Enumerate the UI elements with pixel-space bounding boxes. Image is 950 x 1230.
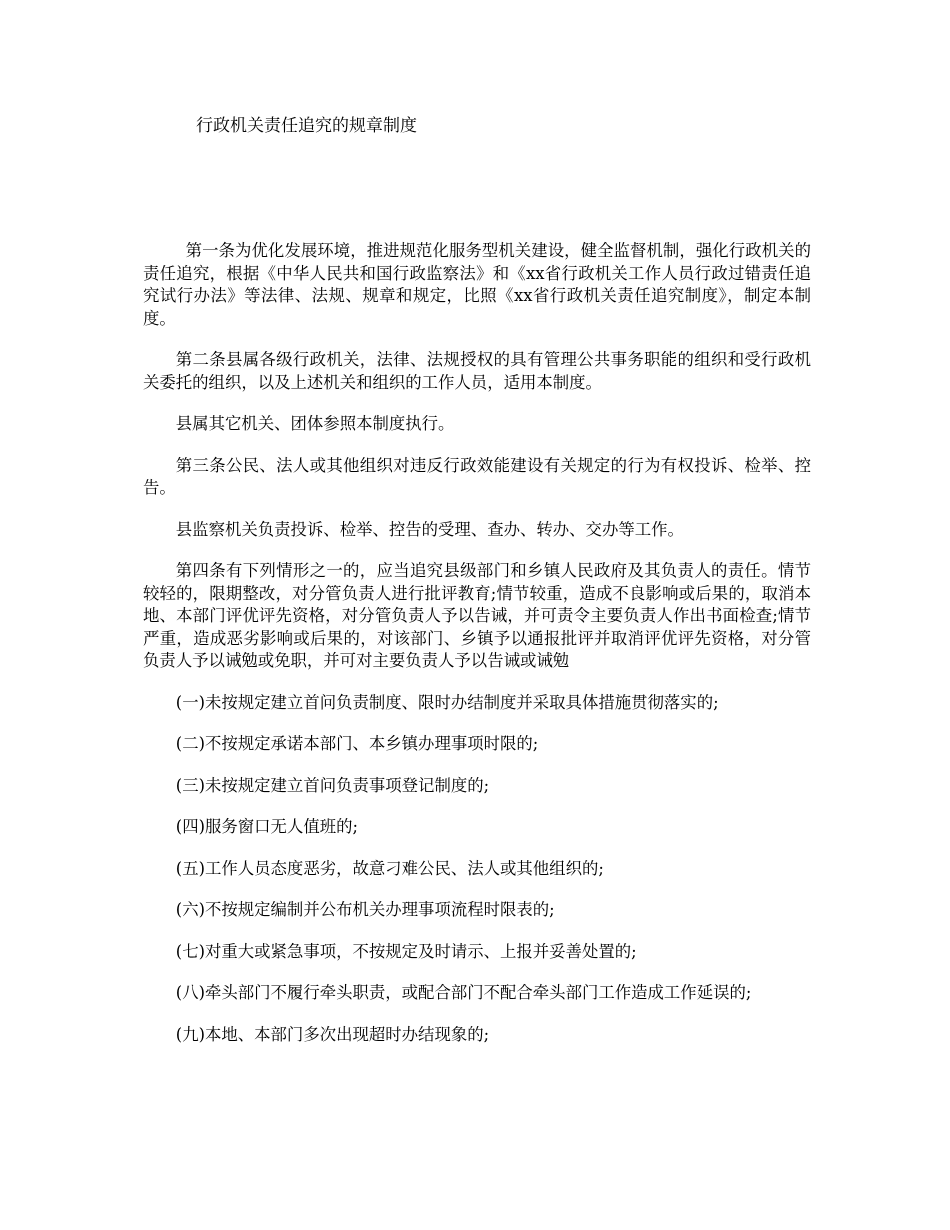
paragraph-article-2: 第二条县属各级行政机关，法律、法规授权的具有管理公共事务职能的组织和受行政机关委托的组织，以及上述机关和组织的工作人员，适用本制度。 [143,350,811,392]
document-body [143,240,811,1065]
list-item-5: (五)工作人员态度恶劣，故意刁难公民、法人或其他组织的; [175,858,604,878]
list-item-9: (九)本地、本部门多次出现超时办结现象的; [175,1024,490,1044]
paragraph-article-3: 第三条公民、法人或其他组织对违反行政效能建设有关规定的行为有权投诉、检举、控告。 [143,455,811,497]
list-item-8: (八)牵头部门不履行牵头职责，或配合部门不配合牵头部门工作造成工作延误的; [175,983,752,1002]
paragraph-article-3-note: 县监察机关负责投诉、检举、控告的受理、查办、转办、交办等工作。 [175,519,684,539]
paragraph-article-4: 第四条有下列情形之一的，应当追究县级部门和乡镇人民政府及其负责人的责任。情节较轻的，限期整改，对分管负责人进行批评教育;情节较重，造成不良影响或后果的，取消本地、本部门评优评先资格，对分管负责人予以告诫，并可责令主要负责人作出书面检查;情节严重，造成恶劣影响或后果的，对该部门、乡镇予以通报批评并取消评优评先资格，对分管负责人予以诫勉或免职，并可对主要负责人予以告诫或诫勉 [143,561,811,670]
list-item-2: (二)不按规定承诺本部门、本乡镇办理事项时限的; [175,734,539,753]
list-item-4: (四)服务窗口无人值班的; [175,817,359,836]
document-title: 行政机关责任追究的规章制度 [196,116,417,136]
list-item-1: (一)未按规定建立首问负责制度、限时办结制度并采取具体措施贯彻落实的; [175,692,719,712]
list-item-3: (三)未按规定建立首问负责事项登记制度的; [175,775,490,795]
list-item-7: (七)对重大或紧急事项，不按规定及时请示、上报并妥善处置的; [175,941,637,961]
paragraph-article-1: 第一条为优化发展环境，推进规范化服务型机关建设，健全监督机制，强化行政机关的责任追究，根据《中华人民共和国行政监察法》和《xx省行政机关工作人员行政过错责任追究试行办法》等法律、法规、规章和规定，比照《xx省行政机关责任追究制度》，制定本制度。 [143,241,811,328]
list-item-6: (六)不按规定编制并公布机关办理事项流程时限表的; [175,900,555,919]
paragraph-article-2-note: 县属其它机关、团体参照本制度执行。 [175,414,455,433]
